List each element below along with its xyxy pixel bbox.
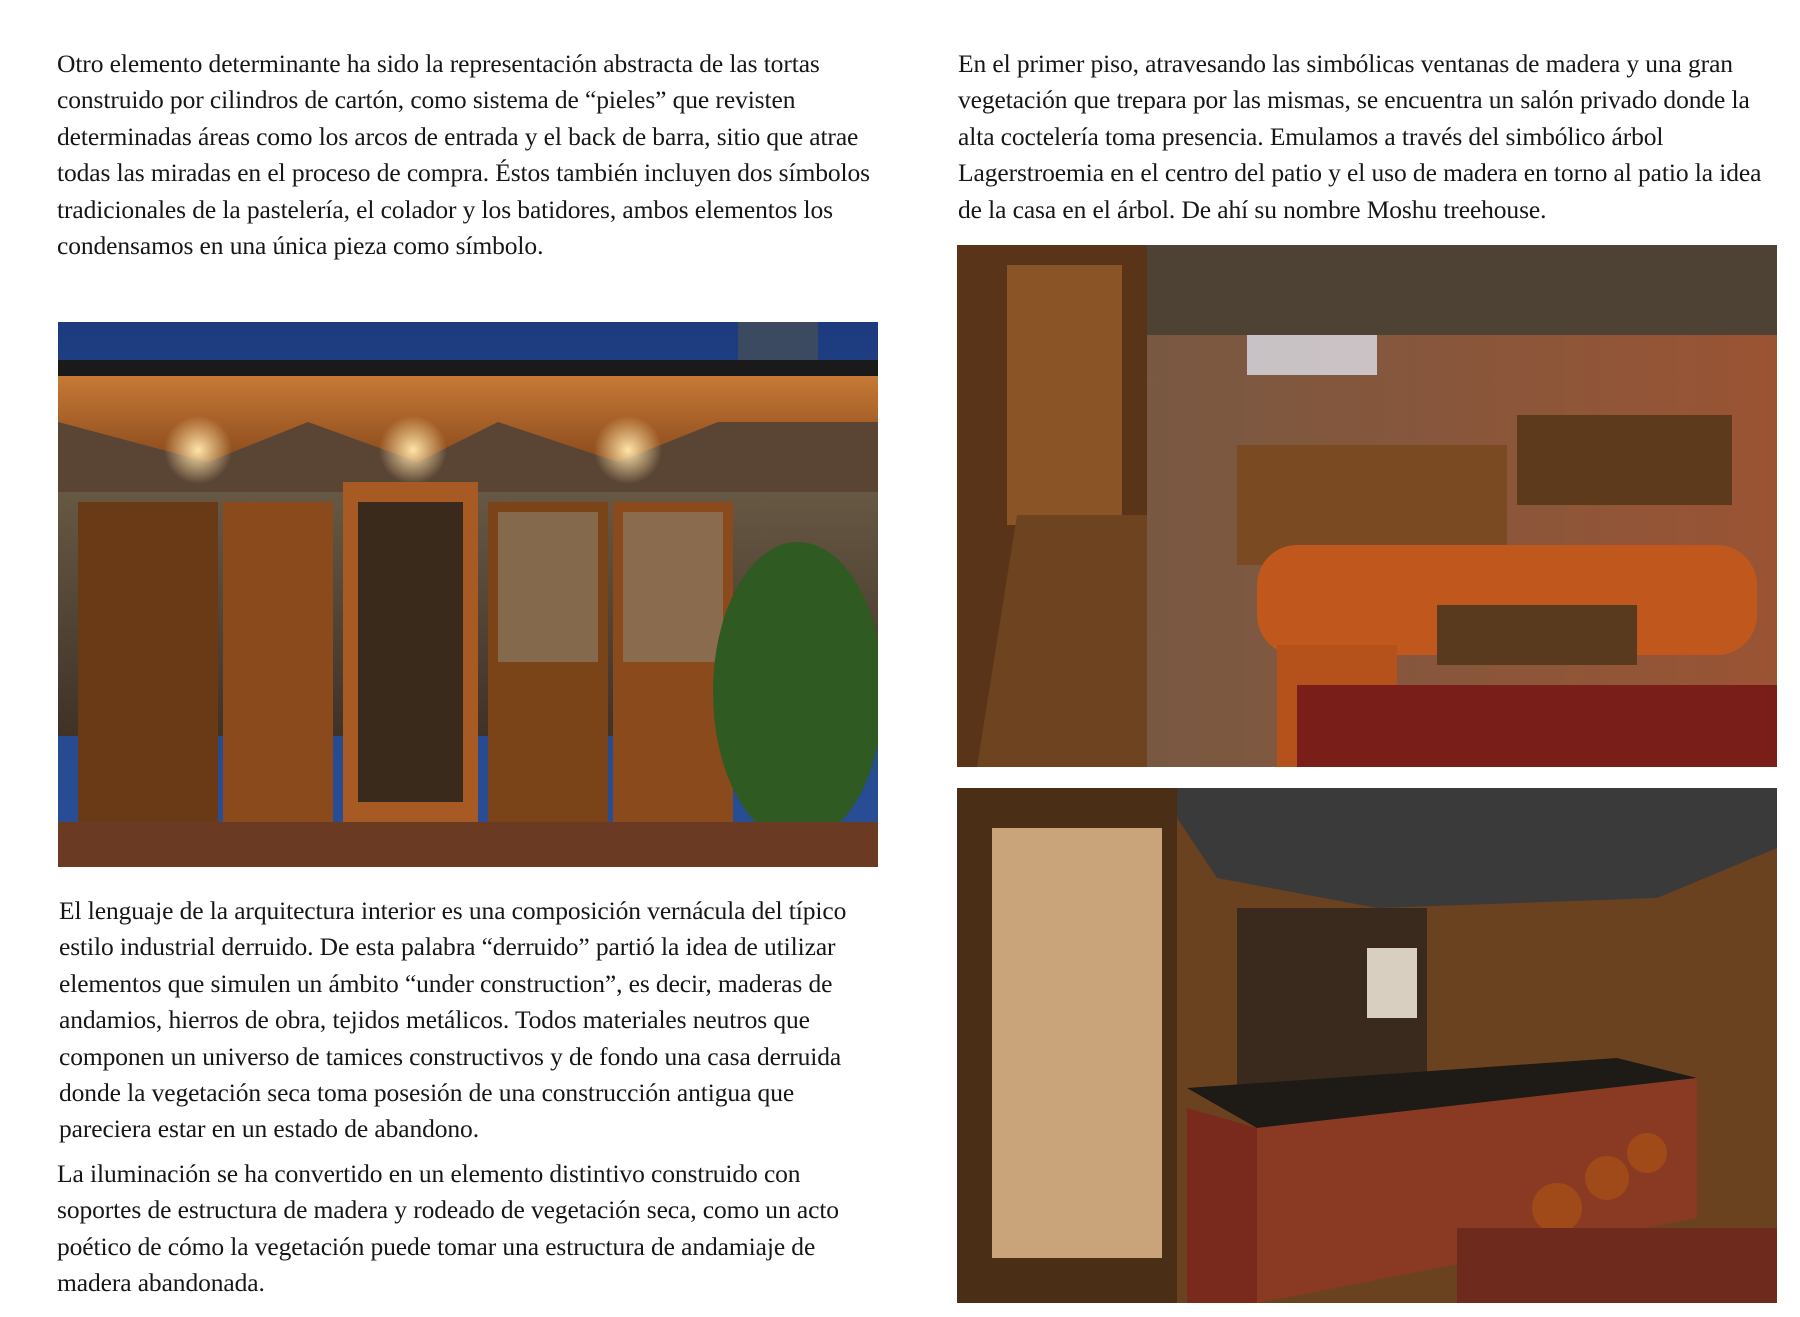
paragraph-interior-language: El lenguaje de la arquitectura interior es una composición vernácula del típico estilo industrial derruido. De esta palabra “derruido” partió la idea de utilizar elementos que simulen un ámbito “under construction”, es decir, maderas de andamios, hierros de obra, tejidos metálicos. Todos materiales neutros que componen un universo de tamices constructivos y de fondo una casa derruida donde la vegetación seca toma posesión de una construcción antigua que pareciera estar en un estado de abandono.: [59, 896, 847, 1144]
photo-cocktail-bar: [957, 788, 1777, 1303]
paragraph-cake-skins: Otro elemento determinante ha sido la representación abstracta de las tortas construido por cilindros de cartón, como sistema de “pieles” que revisten determinadas áreas como los arcos de entrada y el back de barra, sitio que atrae todas las miradas en el proceso de compra. Éstos también incluyen dos símbolos tradicionales de la pastelería, el colador y los batidores, ambos elementos los condensamos en una única pieza como símbolo.: [57, 49, 870, 261]
photo-private-lounge: [957, 245, 1777, 767]
paragraph-lighting: La iluminación se ha convertido en un elemento distintivo construido con soportes de estructura de madera y rodeado de vegetación seca, como un acto poético de cómo la vegetación puede tomar una estructura de andamiaje de madera abandonada.: [57, 1159, 839, 1298]
photo-entrance-facade: [58, 322, 878, 867]
paragraph-first-floor: En el primer piso, atravesando las simbólicas ventanas de madera y una gran vegetación que trepara por las mismas, se encuentra un salón privado donde la alta coctelería toma presencia. Emulamos a través del simbólico árbol Lagerstroemia en el centro del patio y el uso de madera en torno al patio la idea de la casa en el árbol. De ahí su nombre Moshu treehouse.: [958, 49, 1762, 224]
